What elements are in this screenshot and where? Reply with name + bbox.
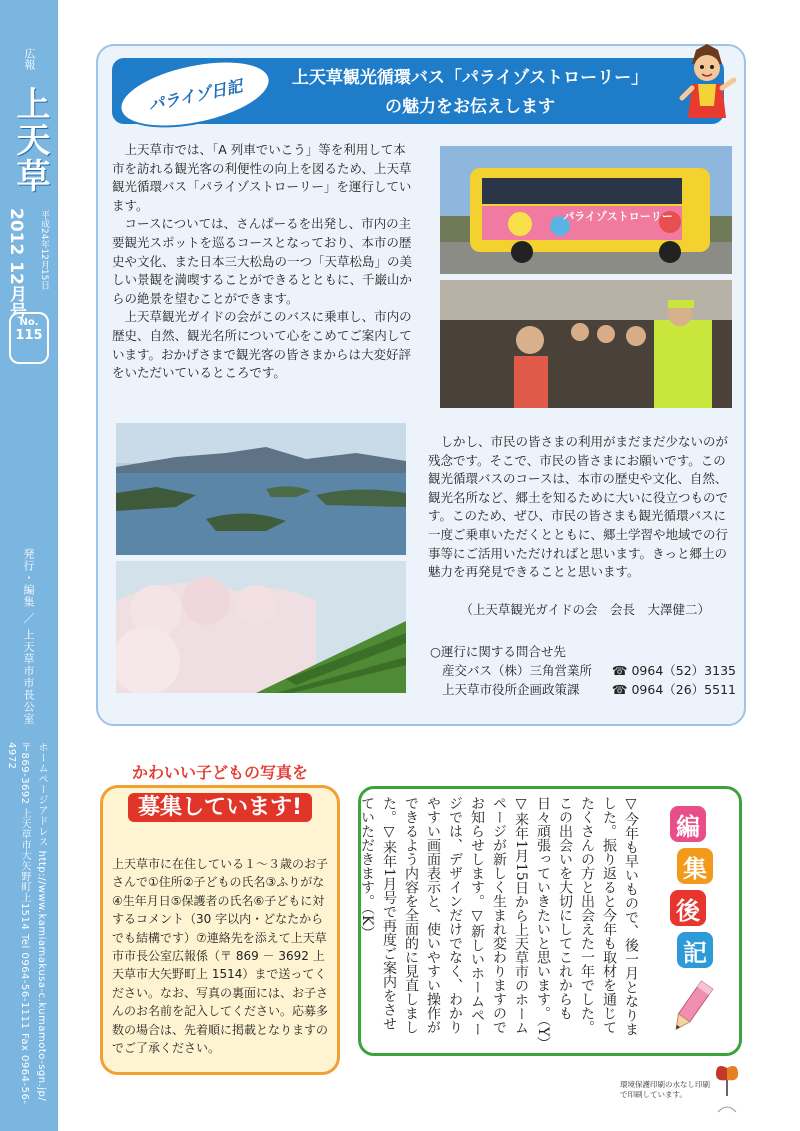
- issue-number: 115: [15, 328, 43, 343]
- editorial-heading-char: 集: [677, 848, 713, 884]
- editorial-heading-char: 記: [677, 932, 713, 968]
- city-logo: 上天草: [10, 86, 50, 194]
- photo-recruit-text: 上天草市に在住している１～３歳のお子さんで①住所②子どもの氏名③ふりがな④生年月日⑤保護者の氏名⑥子どもに対するコメント（30 字以内・どなたからでも結構です）⑦連絡先を添えて上天草市市長公室広報係（〒 869 － 3692 上天草市大矢野町上 1514）まで送ってください。なお、写真の裏面には、お子さんのお名前を記入してください。応募多数の場合は、先着順に掲載となりますのでご了承ください。: [112, 857, 329, 1056]
- contact-row: [430, 661, 736, 680]
- publication-label: 広報: [23, 48, 36, 70]
- inquiry-section: [430, 642, 736, 699]
- photo-recruit-title-line1: かわいい子どもの写真を: [131, 763, 308, 782]
- editorial-heading-char: 後: [670, 890, 706, 926]
- bus-interior-photo: [440, 280, 732, 408]
- editorial-text: ▽今年も早いもので、後一月となりました。振り返ると今年も取材を通じてたくさんの方と出会えた一年でした。この出会いを大切にしてこれからも日々頑張っていきたいと思います。（Y）▽来年1月15日から上天草市のホームページが新しく生まれ変わりますのでお知らせします。▽新しいホームページでは、デザインだけでなく、わかりやすい画面表示と、使いやすい操作ができるよう内容を全面的に見直しました。▽来年1月号で再度ご案内をさせていただきます。（K）: [359, 796, 639, 1044]
- contact-phone: ☎ 0964（52）3135: [611, 663, 736, 678]
- mascot-character-illustration: [678, 44, 736, 124]
- pencil-icon: [666, 976, 716, 1040]
- article-paragraph: コースについては、さんぱーるを出発し、市内の主要観光スポットを巡るコースとなっており、本市の歴史や文化、また日本三大松島の一つ「天草松島」の美しい景観を満喫することができるとともに、千巌山からの絶景を望むことができます。: [112, 216, 413, 306]
- issue-number-label: No.: [19, 317, 39, 328]
- address: 〒869-3692 上天草市大矢野町上1514 Tel 0964-56-1111 Fax 0964-56-4972: [6, 742, 30, 1105]
- article-signature: （上天草観光ガイドの会 会長 大澤健二）: [460, 602, 710, 617]
- issue-date: 2012 12月号: [6, 208, 26, 319]
- bus-photo: [440, 146, 732, 274]
- issue-era-date: 平成24年12月15日: [39, 210, 49, 290]
- article-headline-line1: 上天草観光循環バス「パライゾストローリー」: [291, 68, 649, 88]
- bus-sign-text: パライゾストローリー: [563, 210, 673, 223]
- publisher: 発行・編集 ／ 上天草市市長公室: [22, 548, 35, 725]
- article-body-left: [112, 141, 412, 383]
- article-paragraph: しかし、市民の皆さまの利用がまだまだ少ないのが残念です。そこで、市民の皆さまにお願いです。この観光循環バスのコースは、本市の歴史や文化、自然、観光名所など、郷土を知るために大いに役立つものです。このため、ぜひ、市民の皆さまも観光循環バスに一度ご乗車いただくとともに、郷土学習や地域での行事等にご活用いただければと思います。きっと郷土の魅力を再発見できることと思います。: [428, 434, 729, 580]
- homepage-url: ホームページアドレス http://www.kamiamakusa-c.kumamoto-sgn.jp/: [36, 742, 47, 1102]
- contact-row: [430, 680, 736, 699]
- contact-phone: ☎ 0964（26）5511: [611, 682, 736, 697]
- contact-name: 産交バス（株）三角営業所: [442, 663, 593, 678]
- matsushima-sea-photo: [116, 423, 406, 555]
- diary-badge: パライゾ日記: [113, 49, 276, 140]
- eco-printing-note: 環境保護印刷の水なし印刷で印刷しています。: [620, 1080, 710, 1099]
- article-headline-line2: の魅力をお伝えします: [385, 97, 555, 117]
- article-body-right: [428, 433, 734, 582]
- issue-number-badge: [9, 312, 49, 364]
- contact-name: 上天草市役所企画政策課: [442, 682, 580, 697]
- eco-butterfly-icon: [712, 1062, 742, 1122]
- photo-recruit-title-line2: [104, 790, 336, 821]
- inquiry-title: ○運行に関する問合せ先: [430, 644, 566, 659]
- photo-recruit-title-text: 募集しています!: [128, 793, 312, 822]
- article-paragraph: 上天草市では、「A 列車でいこう」等を利用して本市を訪れる観光客の利便性の向上を図るため、上天草観光循環バス「パライゾストローリー」を運行しています。: [112, 142, 412, 213]
- cherry-blossom-photo: [116, 561, 406, 693]
- editorial-heading-char: 編: [670, 806, 706, 842]
- article-paragraph: 上天草観光ガイドの会がこのバスに乗車し、市内の歴史、自然、観光名所について心をこめてご案内しています。おかげさまで観光客の皆さまからは大変好評をいただいているところです。: [112, 309, 412, 381]
